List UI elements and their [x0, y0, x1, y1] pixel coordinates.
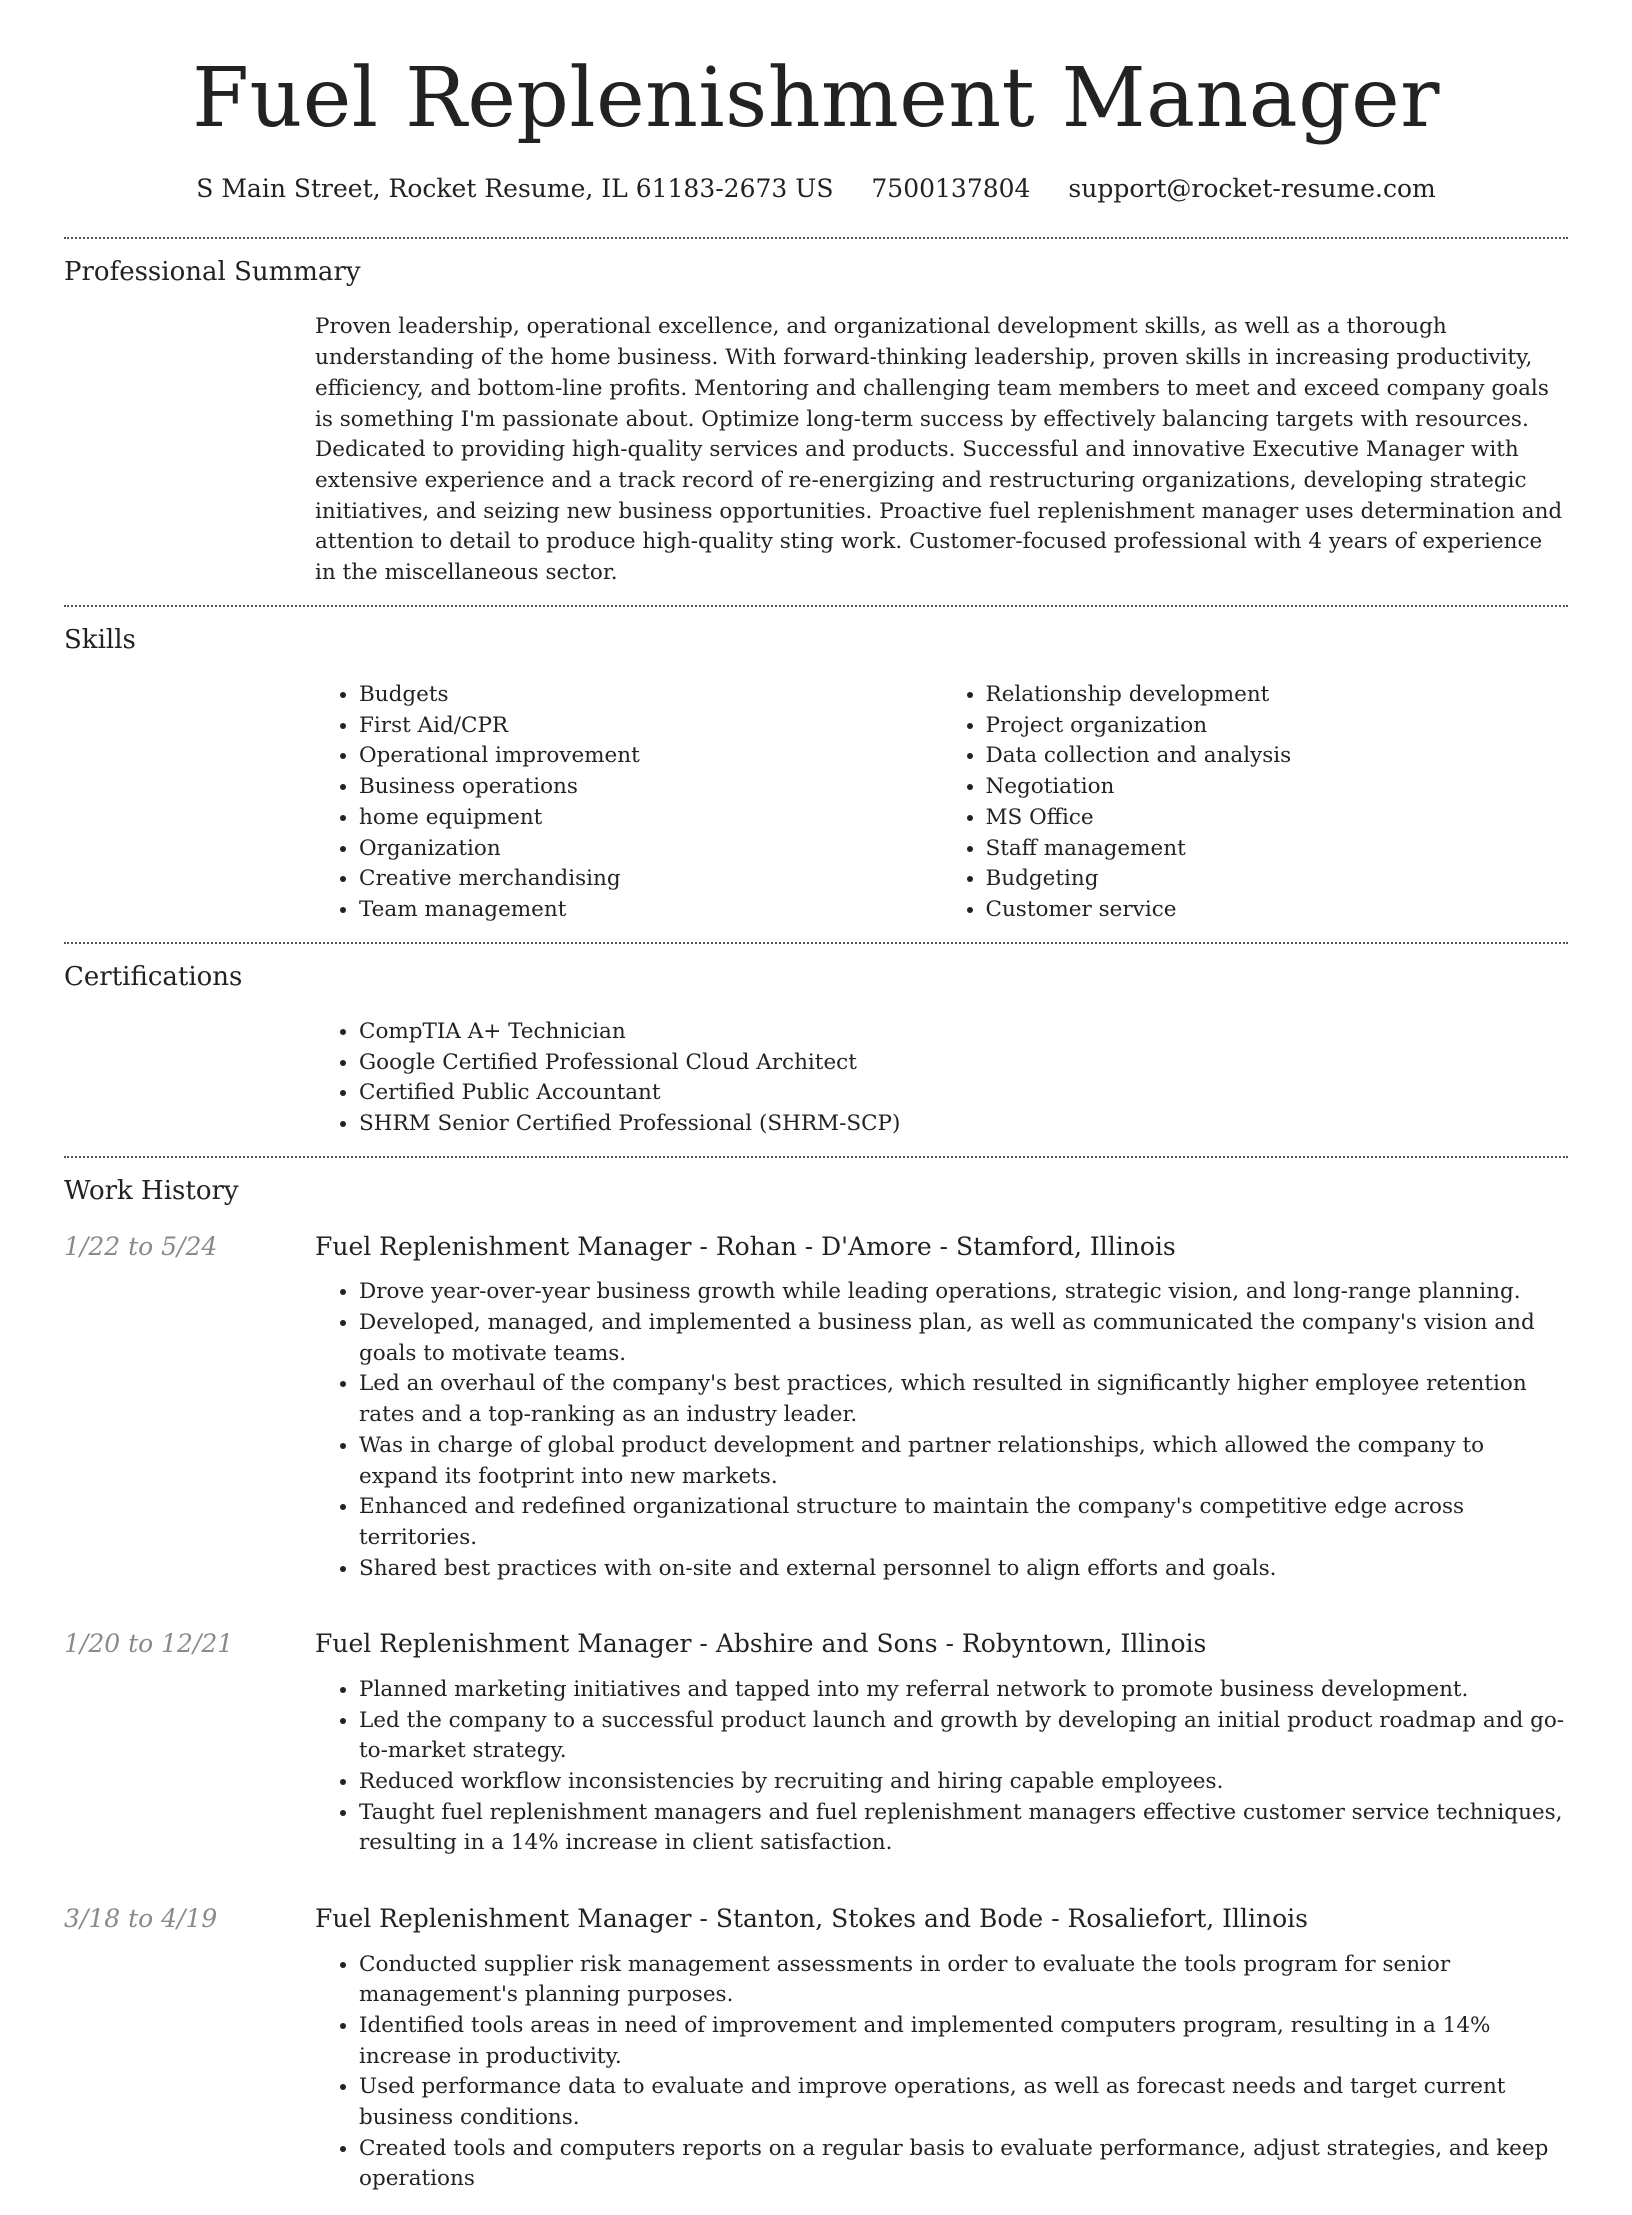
contact-phone: 7500137804: [871, 174, 1031, 204]
job-bullet: • Conducted supplier risk management assessments in order to evaluate the tools program for senior management's planning purposes.: [359, 1950, 1568, 2011]
certification-item: • SHRM Senior Certified Professional (SHRM-SCP): [359, 1109, 1568, 1140]
job-entry: [64, 1231, 1568, 1605]
skill-item: • Business operations: [359, 772, 942, 803]
certifications-heading: Certifications: [64, 961, 243, 992]
job-details: [315, 1231, 1568, 1605]
job-bullet: • Led an overhaul of the company's best practices, which resulted in significantly higher employee retention rates and a top-ranking as an industry leader.: [359, 1369, 1568, 1430]
certifications-list: [315, 1017, 1568, 1140]
skill-item: • Budgets: [359, 680, 942, 711]
job-details: [315, 1628, 1568, 1879]
summary-heading: Professional Summary: [64, 257, 361, 288]
certifications-body: [315, 1017, 1568, 1156]
skill-item: • Negotiation: [986, 772, 1569, 803]
candidate-name: Fuel Replenishment Manager: [192, 51, 1440, 146]
certifications-section: [0, 944, 1632, 1156]
job-title: Fuel Replenishment Manager - Stanton, Stokes and Bode - Rosaliefort, Illinois: [315, 1904, 1308, 1934]
skill-item: • Staff management: [986, 834, 1569, 865]
skill-item: • Customer service: [986, 895, 1569, 926]
job-bullet: • Created tools and computers reports on a regular basis to evaluate performance, adjust strategies, and keep operations: [359, 2134, 1568, 2195]
skill-item: • Creative merchandising: [359, 864, 942, 895]
job-bullet: • Developed, managed, and implemented a business plan, as well as communicated the company's vision and goals to motivate teams.: [359, 1308, 1568, 1369]
certification-item: • Google Certified Professional Cloud Architect: [359, 1048, 1568, 1079]
skill-item: • MS Office: [986, 803, 1569, 834]
skill-item: • Budgeting: [986, 864, 1569, 895]
contact-address: S Main Street, Rocket Resume, IL 61183-2673 US: [196, 174, 834, 204]
job-bullet: • Planned marketing initiatives and tapped into my referral network to promote business development.: [359, 1675, 1568, 1706]
job-bullet: • Was in charge of global product development and partner relationships, which allowed the company to expand its footprint into new markets.: [359, 1431, 1568, 1492]
job-entry: [64, 1628, 1568, 1879]
job-bullet: • Reduced workflow inconsistencies by recruiting and hiring capable employees.: [359, 1767, 1568, 1798]
skill-item: • Team management: [359, 895, 942, 926]
job-details: [315, 1903, 1568, 2215]
work-history-heading: Work History: [64, 1175, 239, 1206]
summary-body: [315, 312, 1568, 604]
contact-line: [0, 174, 1632, 203]
skill-item: • Data collection and analysis: [986, 741, 1569, 772]
job-bullet: • Drove year-over-year business growth while leading operations, strategic vision, and long-range planning.: [359, 1277, 1568, 1308]
certification-item: • CompTIA A+ Technician: [359, 1017, 1568, 1048]
skills-body: [315, 680, 1568, 942]
job-bullet-list: [315, 1675, 1568, 1879]
job-bullet: • Taught fuel replenishment managers and fuel replenishment managers effective customer service techniques, resulting in a 14% increase in client satisfaction.: [359, 1798, 1568, 1859]
skills-list-left: [315, 680, 942, 926]
contact-email: support@rocket-resume.com: [1068, 174, 1436, 204]
skill-item: • First Aid/CPR: [359, 711, 942, 742]
job-entry: [64, 1903, 1568, 2215]
job-bullet-list: [315, 1277, 1568, 1604]
job-dates: 1/22 to 5/24: [64, 1231, 218, 1261]
skills-heading: Skills: [64, 624, 136, 655]
skill-item: • Organization: [359, 834, 942, 865]
certification-item: • Certified Public Accountant: [359, 1078, 1568, 1109]
job-bullet: • Led the company to a successful product launch and growth by developing an initial product roadmap and go-to-market strategy.: [359, 1706, 1568, 1767]
job-title: Fuel Replenishment Manager - Abshire and Sons - Robyntown, Illinois: [315, 1629, 1207, 1659]
job-bullet-list: [315, 1950, 1568, 2215]
summary-section: [0, 239, 1632, 605]
skills-list-right: [942, 680, 1569, 926]
job-bullet: • Shared best practices with on-site and external personnel to align efforts and goals.: [359, 1554, 1568, 1585]
skill-item: • Relationship development: [986, 680, 1569, 711]
job-bullet: • Used performance data to evaluate and improve operations, as well as forecast needs and target current business conditions.: [359, 2072, 1568, 2133]
job-dates: 3/18 to 4/19: [64, 1904, 218, 1934]
skill-item: • Project organization: [986, 711, 1569, 742]
skill-item: • Operational improvement: [359, 741, 942, 772]
job-title: Fuel Replenishment Manager - Rohan - D'Amore - Stamford, Illinois: [315, 1231, 1176, 1261]
job-bullet: • Identified tools areas in need of improvement and implemented computers program, resulting in a 14% increase in productivity.: [359, 2011, 1568, 2072]
work-history-section: [0, 1158, 1632, 2215]
skills-section: [0, 607, 1632, 942]
resume-header: [0, 0, 1632, 203]
skill-item: • home equipment: [359, 803, 942, 834]
summary-text: Proven leadership, operational excellence, and organizational development skills, as well as a thorough understanding of the home business. With forward-thinking leadership, proven skills in increasing productivity, efficiency, and bottom-line profits. Mentoring and challenging team members to meet and exceed company goals is something I'm passionate about. Optimize long-term success by effectively balancing targets with resources. Dedicated to providing high-quality services and products. Successful and innovative Executive Manager with extensive experience and a track record of re-energizing and restructuring organizations, developing strategic initiatives, and seizing new business opportunities. Proactive fuel replenishment manager uses determination and attention to detail to produce high-quality sting work. Customer-focused professional with 4 years of experience in the miscellaneous sector.: [315, 314, 1563, 586]
job-bullet: • Enhanced and redefined organizational structure to maintain the company's competitive edge across territories.: [359, 1492, 1568, 1553]
job-dates: 1/20 to 12/21: [64, 1629, 234, 1659]
